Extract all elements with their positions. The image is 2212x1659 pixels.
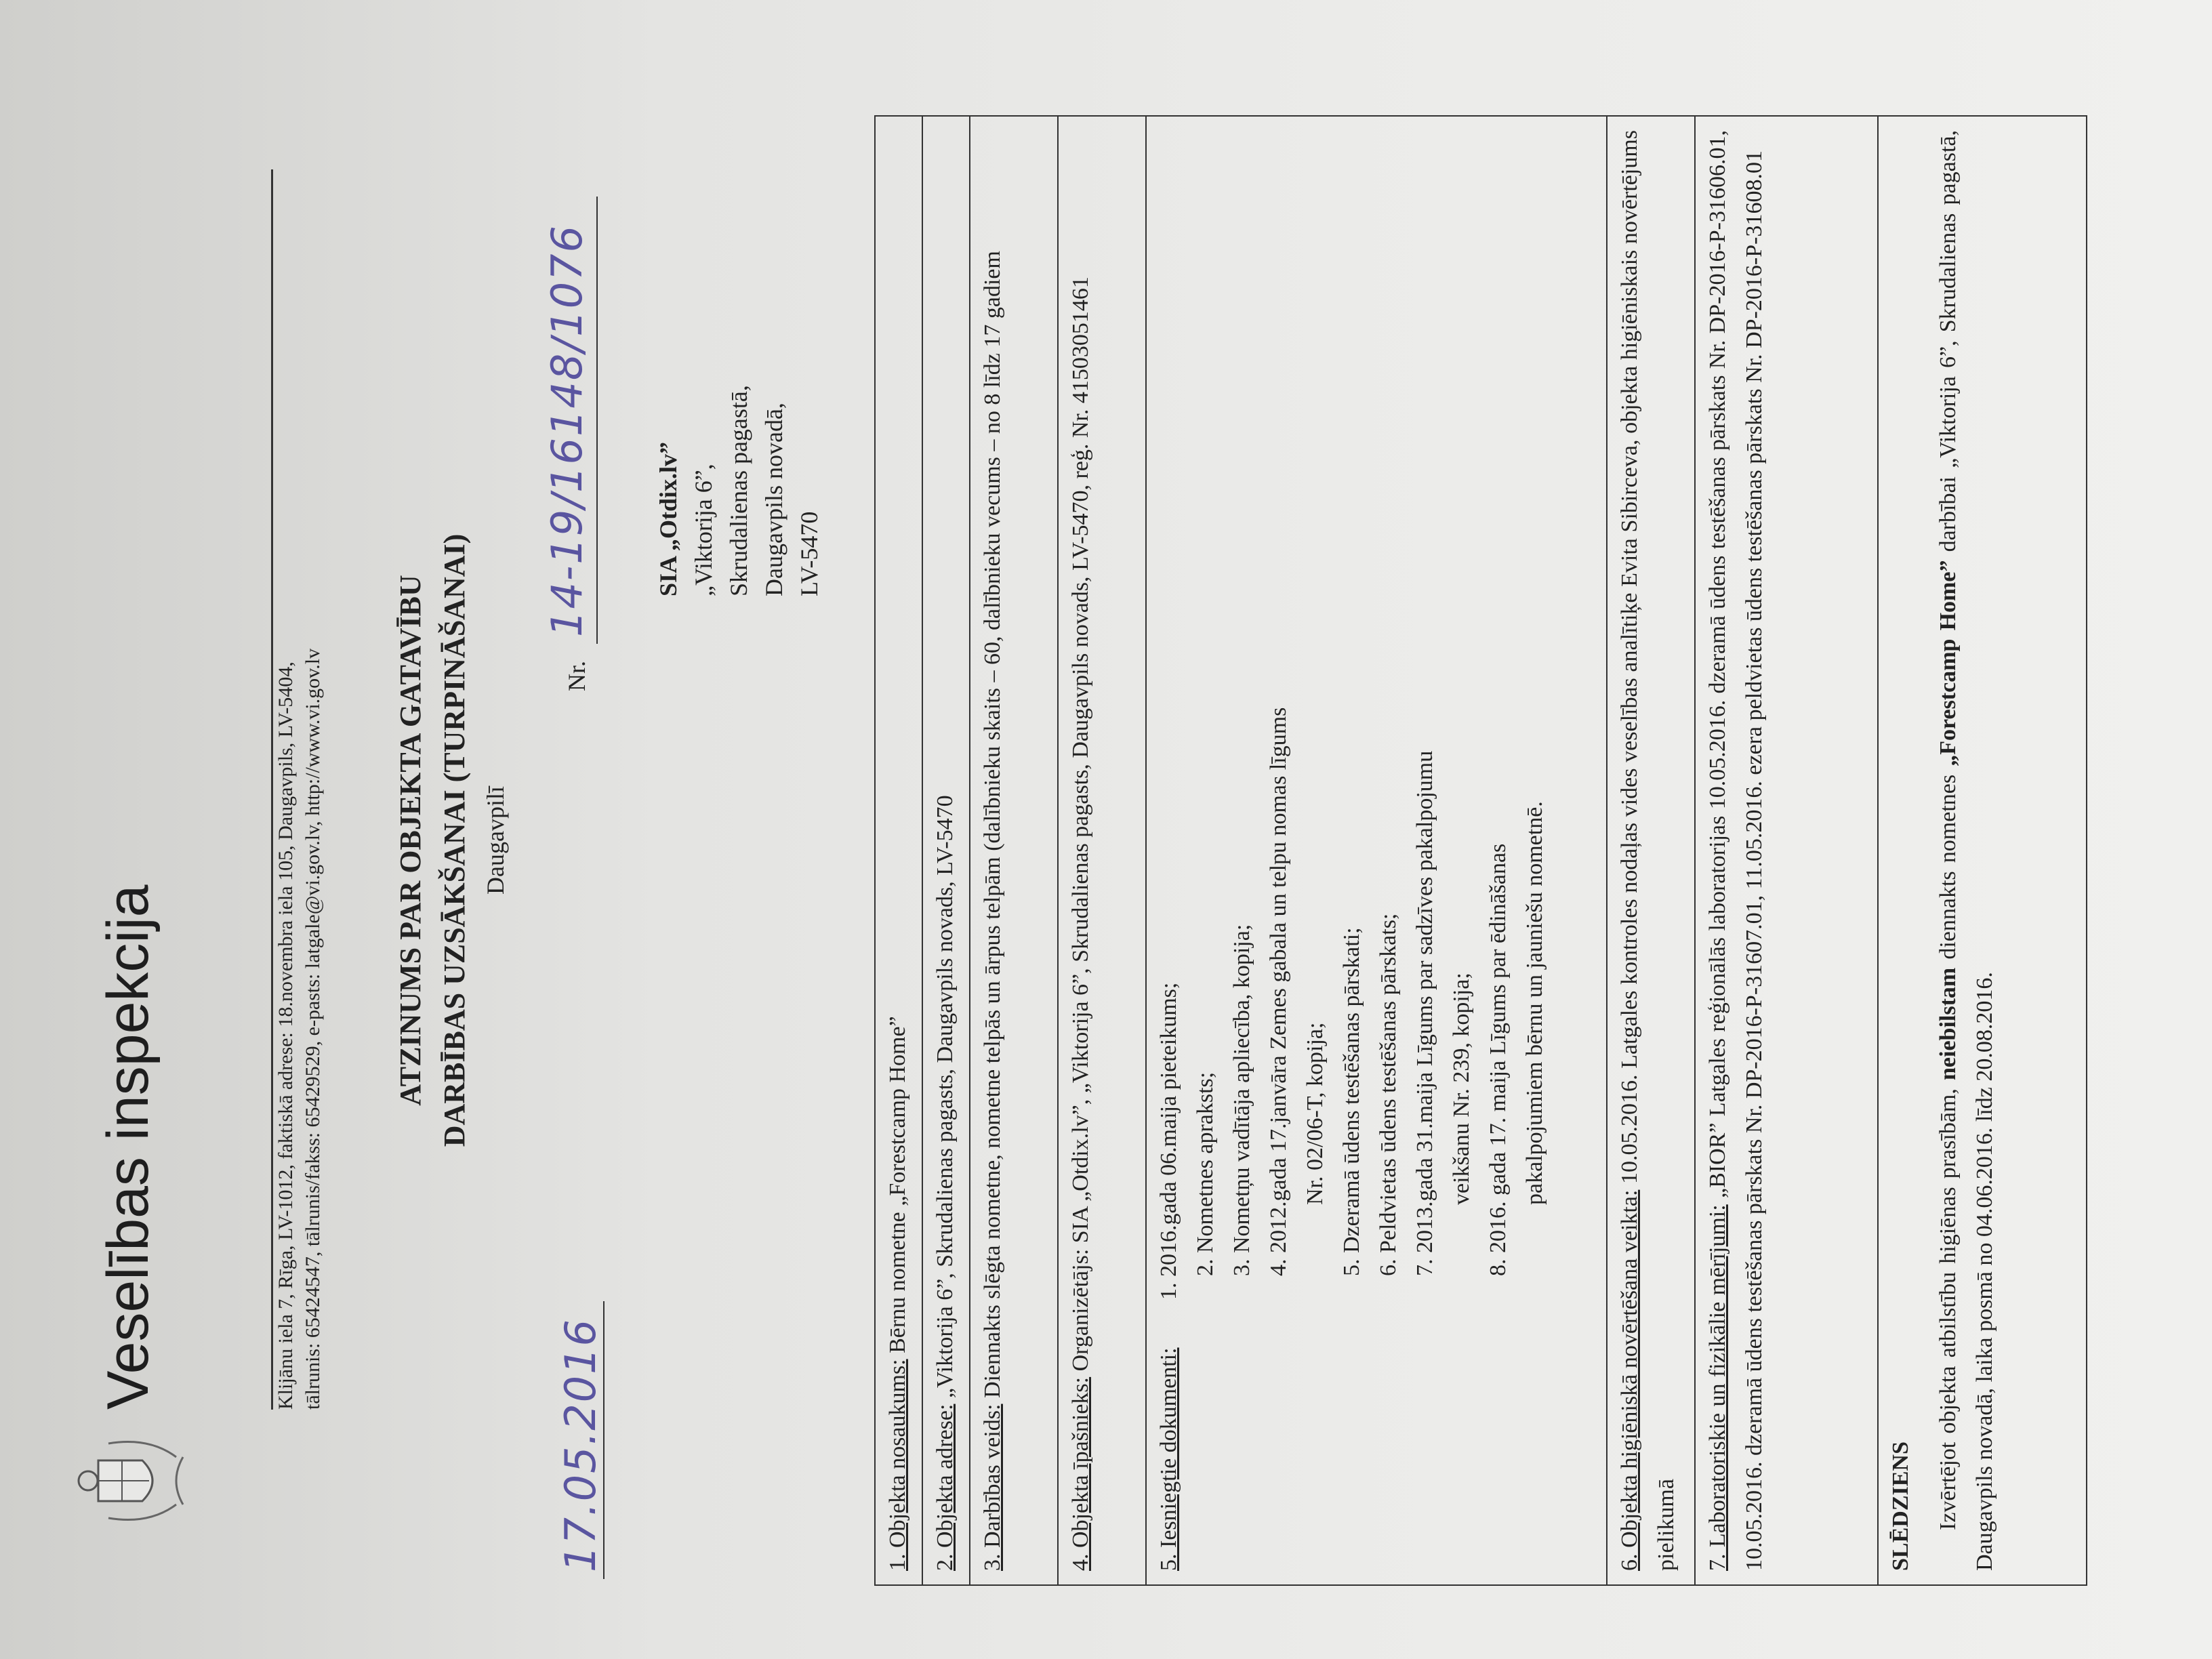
document-item: 5. Dzeramā ūdens testēšanas pārskati; — [1339, 927, 1364, 1276]
document-item: 4. 2012.gada 17.janvāra Zemes gabala un telpu nomas līgums — [1266, 707, 1291, 1276]
recipient-line-1: „Viktorija 6”, — [690, 464, 717, 596]
row-label: 5. Iesniegtie dokumenti: — [1156, 1347, 1181, 1571]
row-value: Organizētājs: SIA „Otdix.lv”, „Viktorija 6”, Skrudalienas pagasts, Daugavpils novads, LV-5470, reģ. Nr. 41503051461 — [1068, 276, 1093, 1377]
number-label: Nr. — [563, 661, 590, 691]
recipient-line-2: Skrudalienas pagastā, — [725, 385, 752, 596]
row-value: „Viktorija 6”, Skrudalienas pagasts, Daugavpils novads, LV-5470 — [933, 795, 958, 1404]
row-activity-type — [970, 117, 1059, 1584]
conclusion-heading: SLĒDZIENS — [1888, 1441, 1913, 1571]
document-item: 2. Nometnes apraksts; — [1193, 1071, 1218, 1276]
conclusion-part: darbībai „Viktorija 6”, Skrudalienas pagastā, Daugavpils novadā, laika posmā no 04.06.2016. līdz 20.08.2016. — [1936, 130, 1997, 1571]
document-item: pakalpojumiem bērnu un jauniešu nometnē. — [1522, 801, 1547, 1205]
row-object-address — [923, 117, 970, 1584]
row-value: 10.05.2016. Latgales kontroles nodaļas vides veselības analītiķe Evita Sibirceva, objekta higiēniskais novērtējums pielikumā — [1617, 130, 1679, 1571]
row-value: Bērnu nometne „Forestcamp Home” — [885, 1016, 910, 1359]
date-rule — [603, 1301, 605, 1579]
document-item: 3. Nometņu vadītāja apliecība, kopija; — [1229, 924, 1254, 1276]
conclusion-text — [1930, 130, 2003, 1571]
row-label: 1. Objekta nosaukums: — [885, 1359, 910, 1571]
recipient-name: SIA „Otdix.lv” — [655, 441, 682, 596]
document-title-line-1: ATZINUMS PAR OBJEKTA GATAVĪBU — [394, 575, 427, 1106]
header-rule — [271, 169, 273, 1410]
row-conclusion — [1879, 117, 2086, 1584]
conclusion-part: diennakts nometnes — [1936, 766, 1961, 968]
details-table — [874, 115, 2087, 1586]
document-item: 7. 2013.gada 31.maija Līgums par sadzīves pakalpojumu — [1412, 750, 1437, 1276]
row-object-name — [876, 117, 923, 1584]
address-line-1: Klijānu iela 7, Rīga, LV-1012, faktiskā adrese: 18.novembra iela 105, Daugavpils, LV-5404, — [274, 661, 297, 1410]
address-line-2: tālrunis: 65424547, tālrunis/fakss: 65429529, e-pasts: latgale@vi.gov.lv, http://www.vi.gov.lv — [302, 648, 324, 1410]
document-title-line-2: DARBĪBAS UZSĀKŠANAI (TURPINĀŠANAI) — [438, 533, 471, 1147]
document-page — [41, 68, 2155, 1613]
row-submitted-documents — [1147, 117, 1607, 1584]
recipient-line-4: LV-5470 — [796, 511, 823, 596]
row-label: 2. Objekta adrese: — [933, 1404, 958, 1571]
handwritten-reference-number: 14-19/16148/1076 — [542, 224, 592, 637]
coat-of-arms-logo — [68, 1430, 190, 1532]
row-lab-measurements — [1696, 117, 1879, 1584]
row-label: 6. Objekta higiēniskā novērtēšana veikta: — [1617, 1189, 1642, 1571]
number-rule — [596, 197, 598, 644]
row-label: 3. Darbības veids: — [980, 1404, 1005, 1571]
recipient-line-3: Daugavpils novadā, — [760, 403, 787, 596]
row-hygiene-assessment — [1607, 117, 1696, 1584]
organization-name: Veselības inspekcija — [96, 884, 161, 1410]
document-item: 1. 2016.gada 06.maija pieteikums; — [1156, 982, 1181, 1300]
document-item: 6. Peldvietas ūdens testēšanas pārskats; — [1376, 913, 1401, 1276]
conclusion-object-name: „Forestcamp Home” — [1936, 560, 1961, 766]
conclusion-decision: neiebilstam — [1936, 967, 1961, 1080]
row-value: „BIOR” Latgales reģionālās laboratorijas 10.05.2016. dzeramā ūdens testēšanas pārskats Nr. DP-2016-P-31606.01, 10.05.2016. dzeramā ūdens testēšanas pārskats Nr. DP-2016-P-31607.01, 11.05.2016. ezera peldvietas ūdens testēšanas pārskats Nr. DP-2016-P-31608.01 — [1705, 129, 1767, 1571]
row-label: 7. Laboratoriskie un fizikālie mērījumi: — [1705, 1204, 1730, 1571]
document-item: veikšanu Nr. 239, kopija; — [1449, 972, 1474, 1205]
issue-city: Daugavpilī — [482, 786, 509, 895]
document-item: Nr. 02/06-T, kopija; — [1303, 1022, 1328, 1205]
handwritten-date: 17.05.2016 — [556, 1318, 605, 1572]
document-item: 8. 2016. gada 17. maija Līgums par ēdināšanas — [1486, 843, 1511, 1276]
row-object-owner — [1059, 117, 1147, 1584]
row-value: Diennakts slēgta nometne, nometne telpās un ārpus telpām (dalībnieku skaits – 60, dalībnieku vecums – no 8 līdz 17 gadiem — [980, 251, 1005, 1404]
conclusion-part: Izvērtējot objekta atbilstību higiēnas prasībām, — [1936, 1080, 1961, 1530]
row-label: 4. Objekta īpašnieks: — [1068, 1376, 1093, 1571]
